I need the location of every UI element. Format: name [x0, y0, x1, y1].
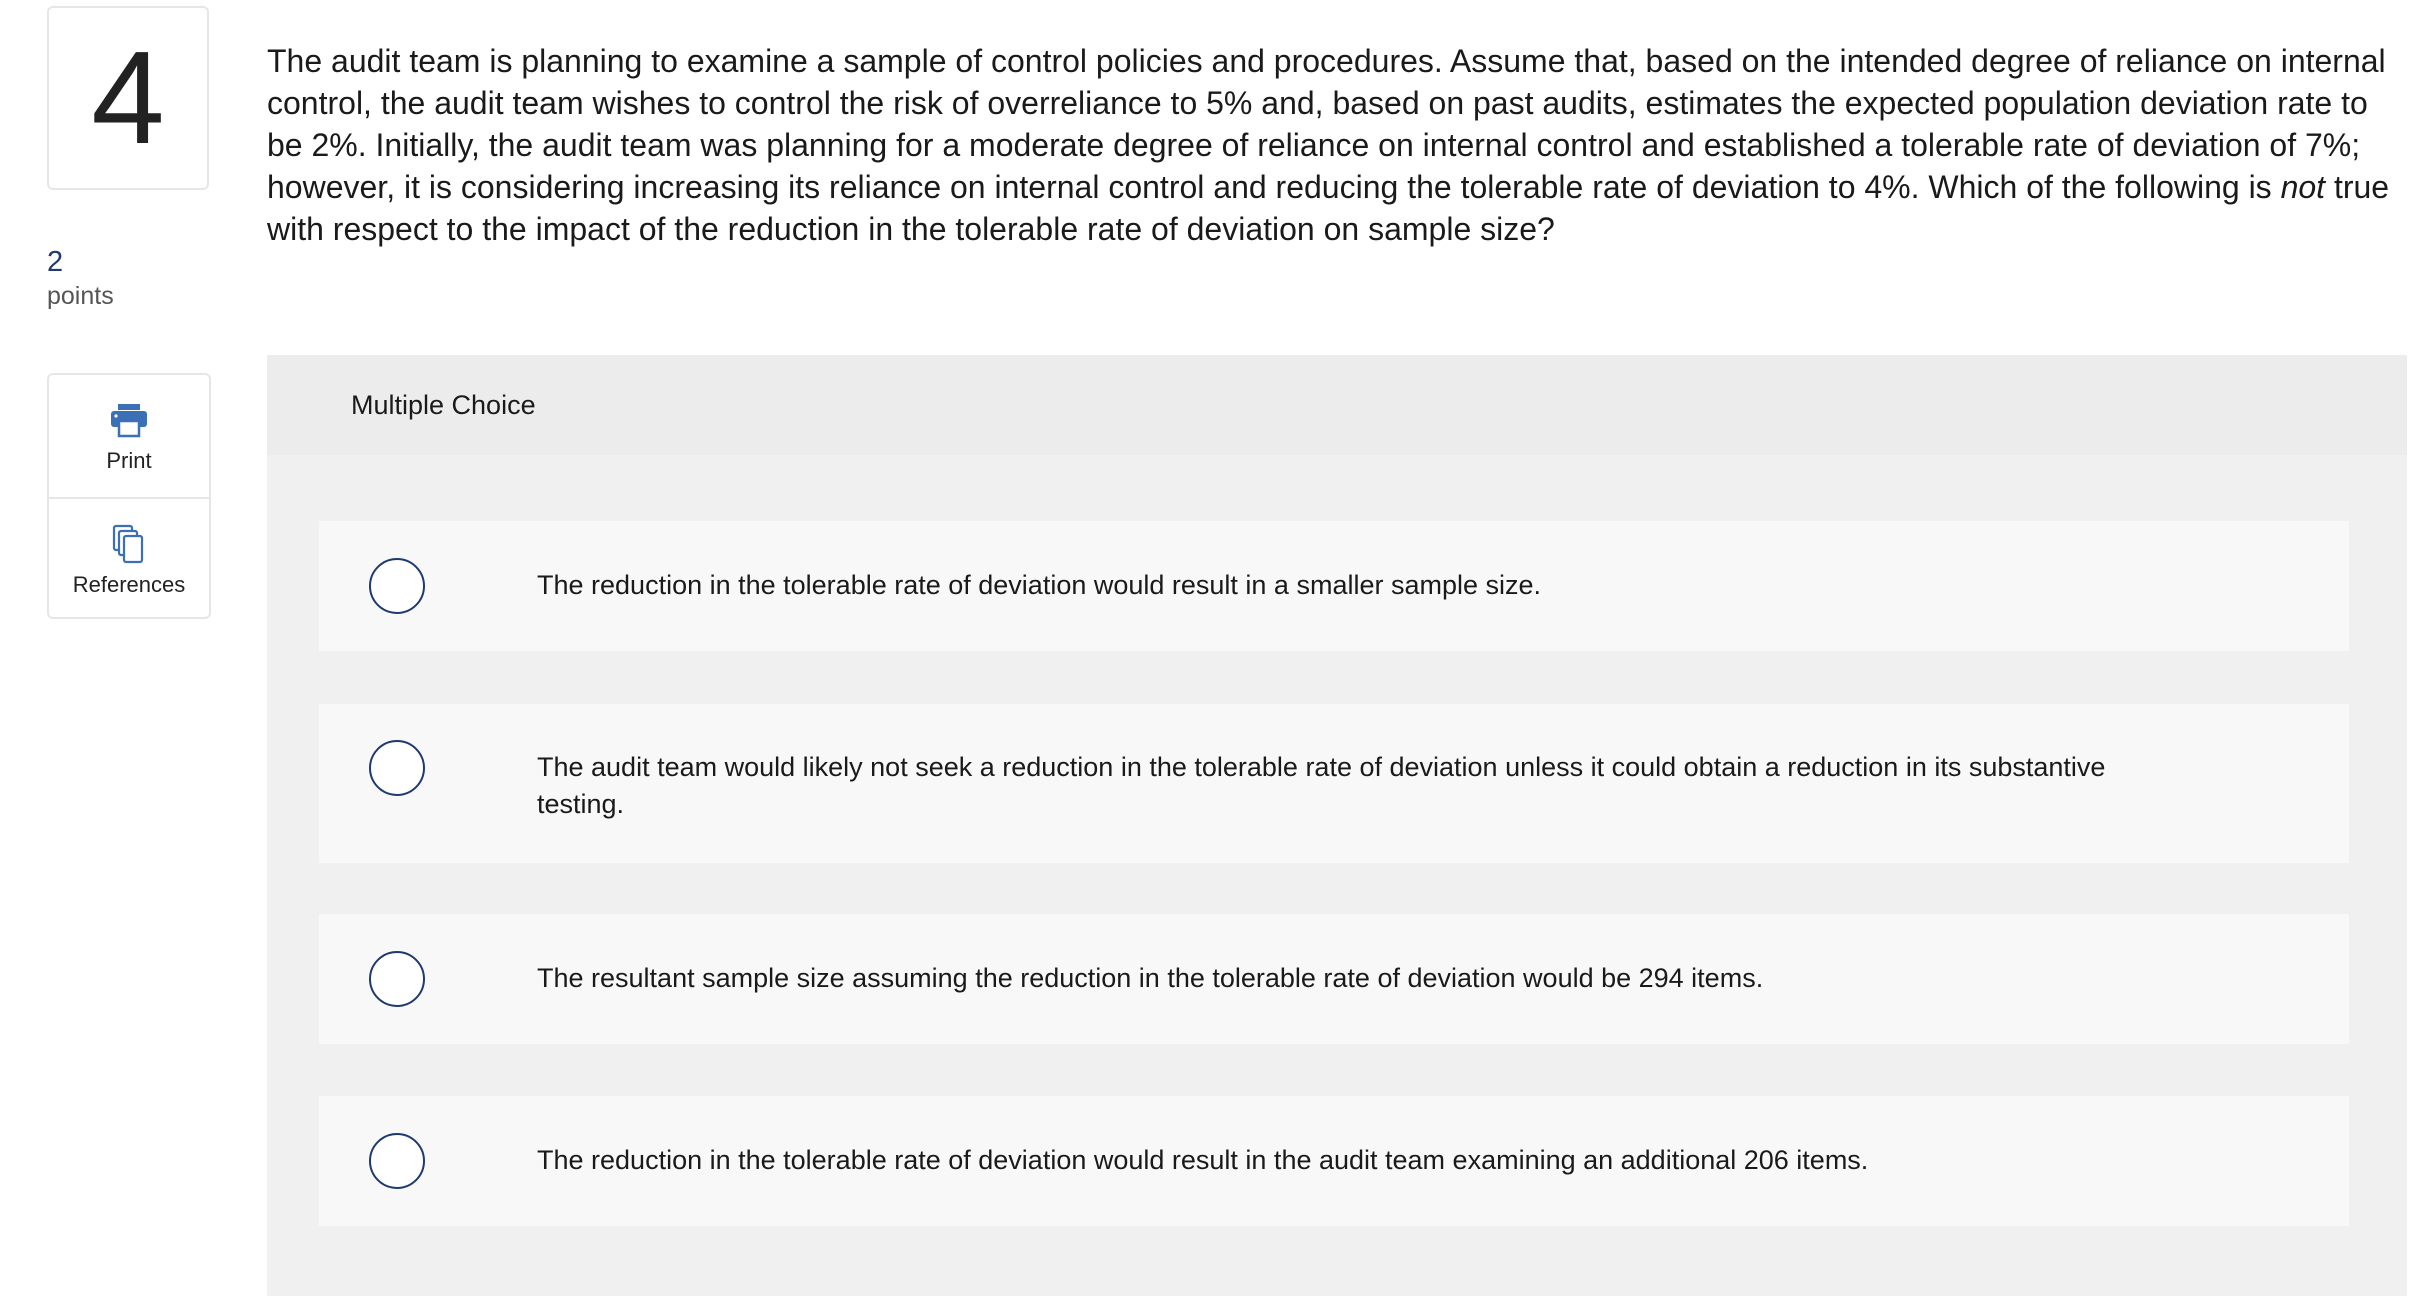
question-text: [267, 40, 2407, 250]
question-text-part-1: The audit team is planning to examine a sample of control policies and procedures. Assume that, based on the intended degree of reliance on internal control, the audit team wishes to control the risk of overreliance to 5% and, based on past audits, estimates the expected population deviation rate to be 2%. Initially, the audit team was planning for a moderate degree of reliance on internal control and established a tolerable rate of deviation of 7%; however, it is considering increasing its reliance on internal control and reducing the tolerable rate of deviation to 4%. Which of the following is: [267, 43, 2386, 205]
answer-option-text: The reduction in the tolerable rate of deviation would result in a smaller sample size.: [537, 570, 1542, 600]
points-label: points: [47, 282, 114, 310]
answer-option-4[interactable]: [319, 1096, 2349, 1226]
question-number-box: [47, 6, 209, 190]
references-icon: [107, 522, 151, 566]
question-text-part-2: true with respect to the impact of the reduction in the tolerable rate of deviation on sample size?: [267, 169, 2390, 247]
answer-option-3[interactable]: [319, 914, 2349, 1044]
answer-option-2[interactable]: [319, 704, 2349, 863]
print-label: Print: [106, 448, 152, 473]
multiple-choice-header: Multiple Choice: [267, 355, 2407, 455]
radio-button[interactable]: [369, 951, 425, 1007]
references-label: References: [72, 572, 186, 597]
radio-button[interactable]: [369, 1133, 425, 1189]
references-button[interactable]: [49, 497, 209, 621]
points-value: 2: [47, 246, 64, 278]
question-text-emphasis: not: [2280, 169, 2326, 205]
tools-panel: [47, 373, 211, 619]
answer-option-1[interactable]: [319, 521, 2349, 651]
printer-icon: [107, 398, 151, 442]
answer-option-text: The reduction in the tolerable rate of deviation would result in the audit team examining an additional 206 items.: [537, 1145, 1869, 1175]
answer-option-text: The audit team would likely not seek a reduction in the tolerable rate of deviation unless it could obtain a reduction in its substantive testing.: [537, 752, 2106, 819]
radio-button[interactable]: [369, 558, 425, 614]
question-number: 4: [91, 24, 165, 171]
multiple-choice-panel: [267, 355, 2407, 1296]
answer-option-text: The resultant sample size assuming the reduction in the tolerable rate of deviation would be 294 items.: [537, 963, 1764, 993]
print-button[interactable]: [49, 375, 209, 497]
radio-button[interactable]: [369, 740, 425, 796]
